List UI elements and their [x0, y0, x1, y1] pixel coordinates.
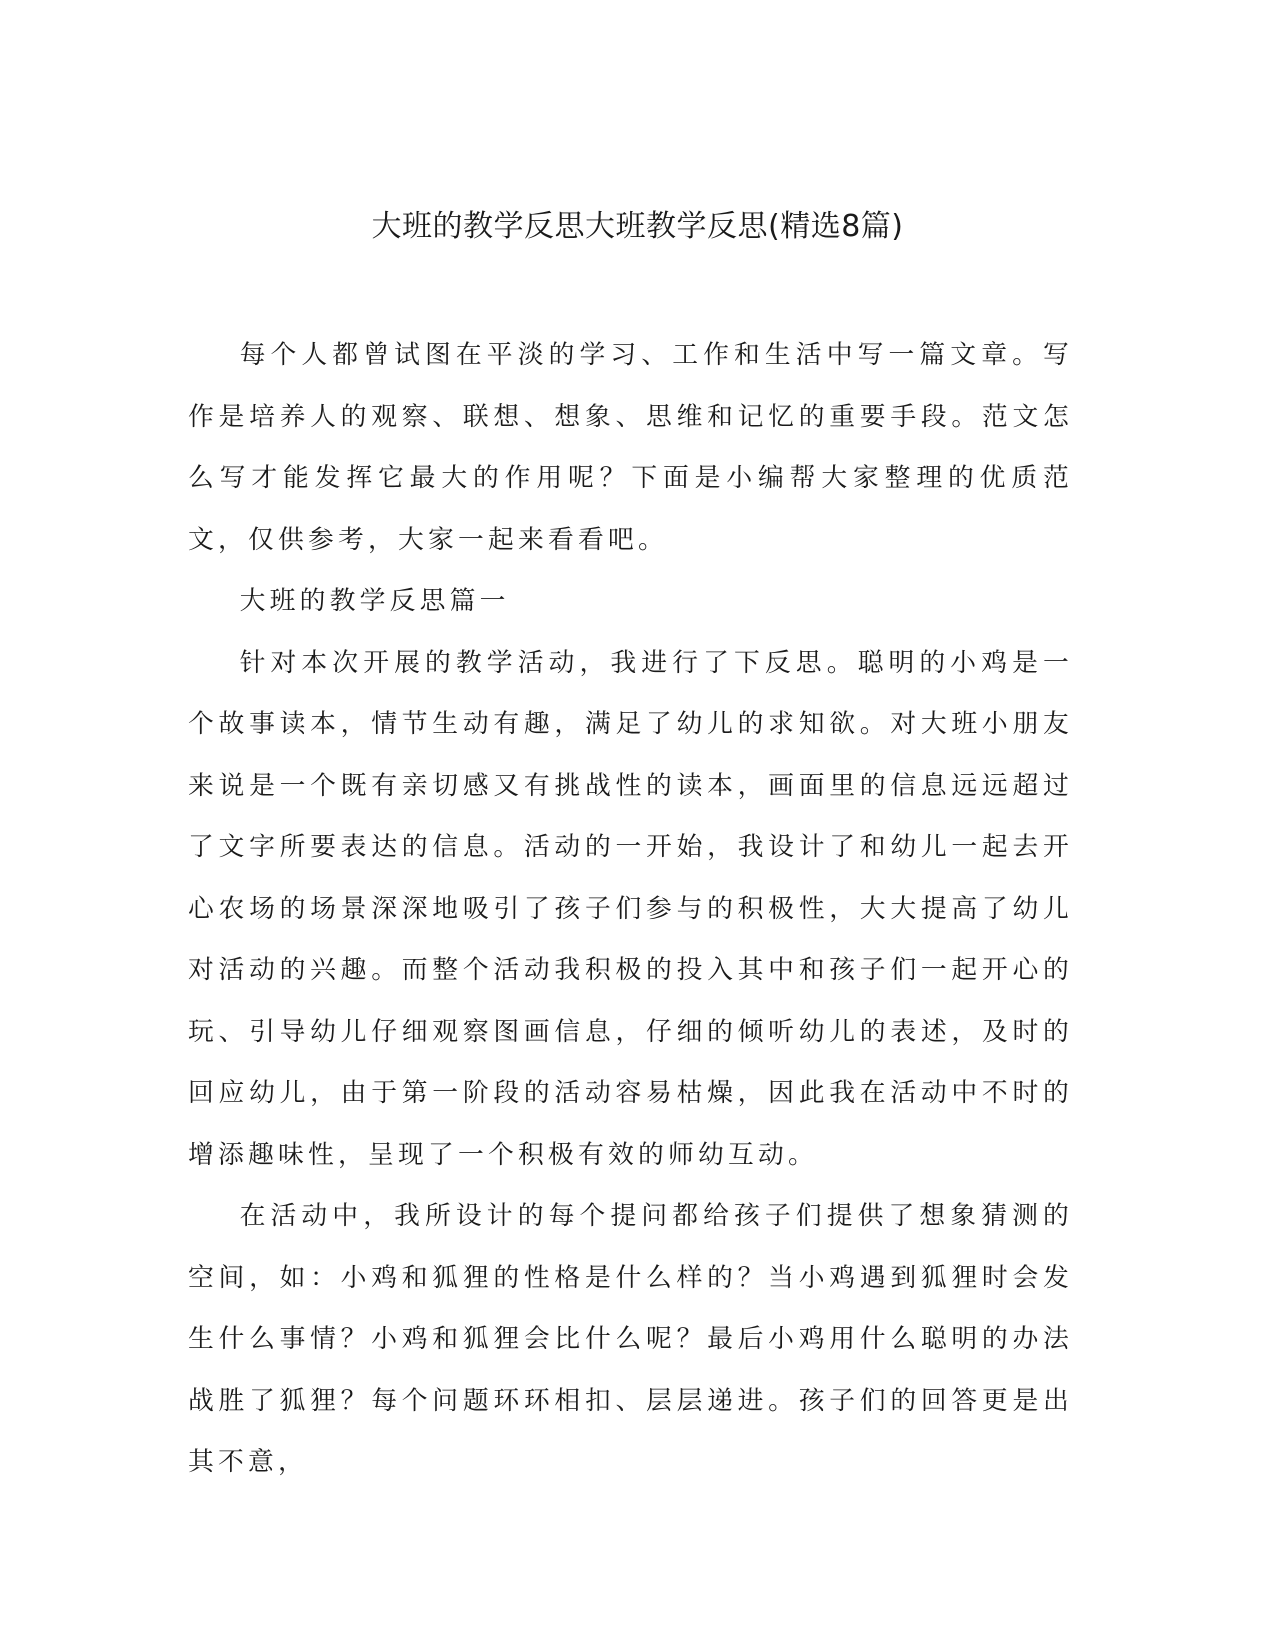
body-paragraph: 在活动中，我所设计的每个提问都给孩子们提供了想象猜测的空间，如：小鸡和狐狸的性格是什么样的？当小鸡遇到狐狸时会发生什么事情？小鸡和狐狸会比什么呢？最后小鸡用什么聪明的办法战胜了狐狸？每个问题环环相扣、层层递进。孩子们的回答更是出其不意， [188, 1201, 1073, 1477]
body-paragraph: 针对本次开展的教学活动，我进行了下反思。聪明的小鸡是一个故事读本，情节生动有趣，满足了幼儿的求知欲。对大班小朋友来说是一个既有亲切感又有挑战性的读本，画面里的信息远远超过了文字所要表达的信息。活动的一开始，我设计了和幼儿一起去开心农场的场景深深地吸引了孩子们参与的积极性，大大提高了幼儿对活动的兴趣。而整个活动我积极的投入其中和孩子们一起开心的玩、引导幼儿仔细观察图画信息，仔细的倾听幼儿的表述，及时的回应幼儿，由于第一阶段的活动容易枯燥，因此我在活动中不时的增添趣味性，呈现了一个积极有效的师幼互动。 [188, 647, 1073, 1170]
document-body [188, 325, 1073, 1494]
intro-paragraph: 每个人都曾试图在平淡的学习、工作和生活中写一篇文章。写作是培养人的观察、联想、想象、思维和记忆的重要手段。范文怎么写才能发挥它最大的作用呢？下面是小编帮大家整理的优质范文，仅供参考，大家一起来看看吧。 [188, 340, 1073, 555]
section-heading: 大班的教学反思篇一 [239, 586, 510, 616]
document-title: 大班的教学反思大班教学反思(精选8篇) [371, 209, 904, 244]
